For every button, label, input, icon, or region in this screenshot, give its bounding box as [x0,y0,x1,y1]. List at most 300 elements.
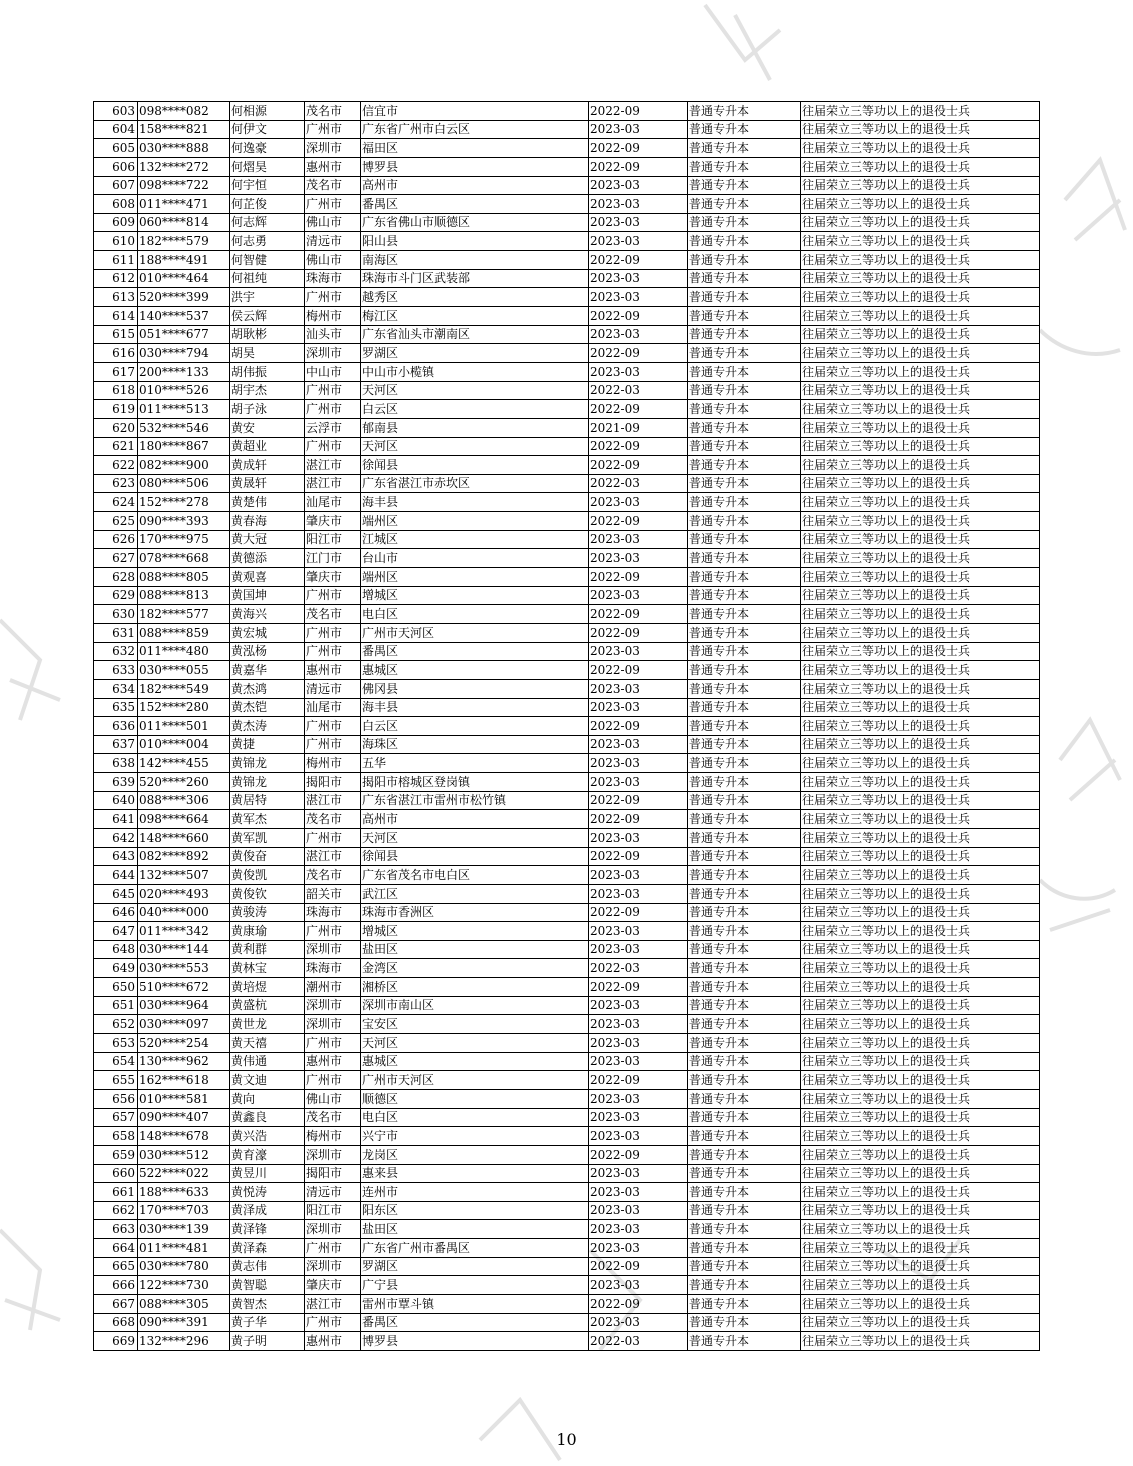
category-cell: 往届荣立三等功以上的退役士兵 [801,139,1040,158]
district-cell: 深圳市南山区 [361,996,589,1015]
name-cell: 何宇恒 [230,176,305,195]
id-cell: 010****464 [138,269,230,288]
type-cell: 普通专升本 [688,773,801,792]
type-cell: 普通专升本 [688,568,801,587]
district-cell: 惠城区 [361,1052,589,1071]
seq-cell: 619 [94,400,138,419]
category-cell: 往届荣立三等功以上的退役士兵 [801,679,1040,698]
seq-cell: 622 [94,456,138,475]
city-cell: 深圳市 [305,1015,361,1034]
district-cell: 增城区 [361,586,589,605]
name-cell: 黄春海 [230,512,305,531]
id-cell: 011****501 [138,717,230,736]
category-cell: 往届荣立三等功以上的退役士兵 [801,717,1040,736]
table-row [94,530,1040,549]
name-cell: 黄大冠 [230,530,305,549]
type-cell: 普通专升本 [688,512,801,531]
district-cell: 博罗县 [361,1332,589,1351]
id-cell: 011****513 [138,400,230,419]
id-cell: 090****393 [138,512,230,531]
district-cell: 阳东区 [361,1201,589,1220]
city-cell: 广州市 [305,400,361,419]
id-cell: 040****000 [138,903,230,922]
table-row [94,1145,1040,1164]
name-cell: 何相源 [230,102,305,121]
name-cell: 黄泽成 [230,1201,305,1220]
seq-cell: 668 [94,1313,138,1332]
category-cell: 往届荣立三等功以上的退役士兵 [801,362,1040,381]
category-cell: 往届荣立三等功以上的退役士兵 [801,176,1040,195]
id-cell: 148****660 [138,828,230,847]
table-row [94,586,1040,605]
city-cell: 广州市 [305,195,361,214]
seq-cell: 642 [94,828,138,847]
table-row [94,623,1040,642]
type-cell: 普通专升本 [688,1089,801,1108]
type-cell: 普通专升本 [688,1239,801,1258]
seq-cell: 626 [94,530,138,549]
table-row [94,1071,1040,1090]
name-cell: 洪宇 [230,288,305,307]
seq-cell: 664 [94,1239,138,1258]
id-cell: 132****296 [138,1332,230,1351]
seq-cell: 624 [94,493,138,512]
name-cell: 黄骏涛 [230,903,305,922]
type-cell: 普通专升本 [688,1034,801,1053]
name-cell: 何逸豪 [230,139,305,158]
type-cell: 普通专升本 [688,940,801,959]
table-row [94,493,1040,512]
date-cell: 2023-03 [589,530,688,549]
category-cell: 往届荣立三等功以上的退役士兵 [801,1164,1040,1183]
district-cell: 广东省湛江市雷州市松竹镇 [361,791,589,810]
id-cell: 158****821 [138,120,230,139]
category-cell: 往届荣立三等功以上的退役士兵 [801,474,1040,493]
date-cell: 2023-03 [589,1108,688,1127]
table-row [94,120,1040,139]
id-cell: 182****579 [138,232,230,251]
seq-cell: 627 [94,549,138,568]
type-cell: 普通专升本 [688,362,801,381]
district-cell: 盐田区 [361,1220,589,1239]
seq-cell: 609 [94,213,138,232]
seq-cell: 620 [94,418,138,437]
district-cell: 广州市天河区 [361,623,589,642]
category-cell: 往届荣立三等功以上的退役士兵 [801,344,1040,363]
city-cell: 惠州市 [305,1332,361,1351]
district-cell: 珠海市香洲区 [361,903,589,922]
city-cell: 韶关市 [305,884,361,903]
id-cell: 182****549 [138,679,230,698]
id-cell: 080****506 [138,474,230,493]
date-cell: 2022-03 [589,959,688,978]
seq-cell: 618 [94,381,138,400]
city-cell: 广州市 [305,437,361,456]
id-cell: 188****633 [138,1183,230,1202]
type-cell: 普通专升本 [688,157,801,176]
name-cell: 黄世龙 [230,1015,305,1034]
category-cell: 往届荣立三等功以上的退役士兵 [801,1257,1040,1276]
date-cell: 2023-03 [589,1239,688,1258]
date-cell: 2022-09 [589,139,688,158]
type-cell: 普通专升本 [688,735,801,754]
id-cell: 170****975 [138,530,230,549]
category-cell: 往届荣立三等功以上的退役士兵 [801,586,1040,605]
seq-cell: 657 [94,1108,138,1127]
city-cell: 云浮市 [305,418,361,437]
table-row [94,344,1040,363]
seq-cell: 653 [94,1034,138,1053]
date-cell: 2023-03 [589,940,688,959]
city-cell: 茂名市 [305,176,361,195]
district-cell: 台山市 [361,549,589,568]
type-cell: 普通专升本 [688,418,801,437]
table-row [94,828,1040,847]
name-cell: 黄子明 [230,1332,305,1351]
category-cell: 往届荣立三等功以上的退役士兵 [801,1108,1040,1127]
table-row [94,884,1040,903]
city-cell: 广州市 [305,120,361,139]
seq-cell: 608 [94,195,138,214]
name-cell: 黄天禧 [230,1034,305,1053]
date-cell: 2023-03 [589,735,688,754]
city-cell: 广州市 [305,1071,361,1090]
name-cell: 黄林宝 [230,959,305,978]
district-cell: 阳山县 [361,232,589,251]
date-cell: 2022-09 [589,456,688,475]
city-cell: 广州市 [305,828,361,847]
date-cell: 2022-09 [589,1295,688,1314]
district-cell: 番禺区 [361,642,589,661]
city-cell: 广州市 [305,381,361,400]
id-cell: 010****004 [138,735,230,754]
type-cell: 普通专升本 [688,754,801,773]
city-cell: 湛江市 [305,1295,361,1314]
name-cell: 黄兴浩 [230,1127,305,1146]
type-cell: 普通专升本 [688,381,801,400]
district-cell: 惠城区 [361,661,589,680]
date-cell: 2023-03 [589,1127,688,1146]
type-cell: 普通专升本 [688,344,801,363]
name-cell: 何熠昊 [230,157,305,176]
seq-cell: 607 [94,176,138,195]
date-cell: 2023-03 [589,1313,688,1332]
category-cell: 往届荣立三等功以上的退役士兵 [801,828,1040,847]
date-cell: 2022-09 [589,903,688,922]
city-cell: 惠州市 [305,157,361,176]
seq-cell: 632 [94,642,138,661]
type-cell: 普通专升本 [688,139,801,158]
table-row [94,978,1040,997]
category-cell: 往届荣立三等功以上的退役士兵 [801,325,1040,344]
table-row [94,1332,1040,1351]
district-cell: 增城区 [361,922,589,941]
city-cell: 茂名市 [305,605,361,624]
seq-cell: 658 [94,1127,138,1146]
type-cell: 普通专升本 [688,493,801,512]
type-cell: 普通专升本 [688,176,801,195]
city-cell: 深圳市 [305,996,361,1015]
category-cell: 往届荣立三等功以上的退役士兵 [801,381,1040,400]
type-cell: 普通专升本 [688,1332,801,1351]
category-cell: 往届荣立三等功以上的退役士兵 [801,102,1040,121]
city-cell: 湛江市 [305,847,361,866]
category-cell: 往届荣立三等功以上的退役士兵 [801,456,1040,475]
city-cell: 广州市 [305,1313,361,1332]
city-cell: 广州市 [305,922,361,941]
city-cell: 茂名市 [305,102,361,121]
city-cell: 清远市 [305,232,361,251]
district-cell: 顺德区 [361,1089,589,1108]
date-cell: 2023-03 [589,232,688,251]
name-cell: 黄伟通 [230,1052,305,1071]
type-cell: 普通专升本 [688,791,801,810]
city-cell: 茂名市 [305,810,361,829]
name-cell: 黄居特 [230,791,305,810]
name-cell: 黄泽森 [230,1239,305,1258]
city-cell: 珠海市 [305,903,361,922]
category-cell: 往届荣立三等功以上的退役士兵 [801,773,1040,792]
table-row [94,362,1040,381]
date-cell: 2023-03 [589,269,688,288]
city-cell: 广州市 [305,1034,361,1053]
date-cell: 2023-03 [589,120,688,139]
city-cell: 广州市 [305,717,361,736]
district-cell: 广东省广州市白云区 [361,120,589,139]
name-cell: 黄利群 [230,940,305,959]
district-cell: 端州区 [361,512,589,531]
table-row [94,1276,1040,1295]
date-cell: 2023-03 [589,754,688,773]
name-cell: 黄成轩 [230,456,305,475]
date-cell: 2022-09 [589,605,688,624]
date-cell: 2023-03 [589,679,688,698]
category-cell: 往届荣立三等功以上的退役士兵 [801,307,1040,326]
table-row [94,679,1040,698]
date-cell: 2022-09 [589,157,688,176]
city-cell: 广州市 [305,623,361,642]
city-cell: 深圳市 [305,344,361,363]
category-cell: 往届荣立三等功以上的退役士兵 [801,232,1040,251]
seq-cell: 613 [94,288,138,307]
seq-cell: 638 [94,754,138,773]
type-cell: 普通专升本 [688,1276,801,1295]
table-row [94,288,1040,307]
id-cell: 532****546 [138,418,230,437]
type-cell: 普通专升本 [688,1127,801,1146]
name-cell: 黄锦龙 [230,754,305,773]
type-cell: 普通专升本 [688,698,801,717]
type-cell: 普通专升本 [688,679,801,698]
table-row [94,307,1040,326]
table-row [94,568,1040,587]
table-row [94,102,1040,121]
table-row [94,456,1040,475]
city-cell: 汕尾市 [305,698,361,717]
type-cell: 普通专升本 [688,1183,801,1202]
id-cell: 152****280 [138,698,230,717]
id-cell: 132****272 [138,157,230,176]
category-cell: 往届荣立三等功以上的退役士兵 [801,1313,1040,1332]
table-row [94,754,1040,773]
district-cell: 信宜市 [361,102,589,121]
table-row [94,847,1040,866]
district-cell: 电白区 [361,1108,589,1127]
id-cell: 011****480 [138,642,230,661]
table-row [94,418,1040,437]
table-row [94,232,1040,251]
district-cell: 海丰县 [361,493,589,512]
type-cell: 普通专升本 [688,866,801,885]
id-cell: 030****964 [138,996,230,1015]
type-cell: 普通专升本 [688,1071,801,1090]
date-cell: 2023-03 [589,549,688,568]
name-cell: 黄海兴 [230,605,305,624]
name-cell: 黄俊钦 [230,884,305,903]
id-cell: 088****859 [138,623,230,642]
district-cell: 南海区 [361,251,589,270]
district-cell: 广东省湛江市赤坎区 [361,474,589,493]
seq-cell: 665 [94,1257,138,1276]
district-cell: 番禺区 [361,195,589,214]
table-row [94,1239,1040,1258]
date-cell: 2022-09 [589,344,688,363]
date-cell: 2023-03 [589,1164,688,1183]
name-cell: 黄杰鸿 [230,679,305,698]
id-cell: 148****678 [138,1127,230,1146]
type-cell: 普通专升本 [688,1164,801,1183]
id-cell: 088****805 [138,568,230,587]
seq-cell: 645 [94,884,138,903]
city-cell: 肇庆市 [305,568,361,587]
date-cell: 2023-03 [589,176,688,195]
category-cell: 往届荣立三等功以上的退役士兵 [801,1127,1040,1146]
id-cell: 051****677 [138,325,230,344]
type-cell: 普通专升本 [688,213,801,232]
district-cell: 宝安区 [361,1015,589,1034]
city-cell: 茂名市 [305,1108,361,1127]
city-cell: 佛山市 [305,213,361,232]
seq-cell: 655 [94,1071,138,1090]
category-cell: 往届荣立三等功以上的退役士兵 [801,1145,1040,1164]
id-cell: 098****082 [138,102,230,121]
category-cell: 往届荣立三等功以上的退役士兵 [801,493,1040,512]
id-cell: 510****672 [138,978,230,997]
city-cell: 佛山市 [305,251,361,270]
seq-cell: 667 [94,1295,138,1314]
seq-cell: 650 [94,978,138,997]
category-cell: 往届荣立三等功以上的退役士兵 [801,437,1040,456]
type-cell: 普通专升本 [688,605,801,624]
city-cell: 深圳市 [305,1257,361,1276]
seq-cell: 634 [94,679,138,698]
roster-table [93,101,1040,1351]
district-cell: 电白区 [361,605,589,624]
seq-cell: 662 [94,1201,138,1220]
city-cell: 广州市 [305,288,361,307]
category-cell: 往届荣立三等功以上的退役士兵 [801,251,1040,270]
id-cell: 011****471 [138,195,230,214]
seq-cell: 644 [94,866,138,885]
table-row [94,922,1040,941]
city-cell: 广州市 [305,735,361,754]
city-cell: 湛江市 [305,791,361,810]
name-cell: 黄杰涛 [230,717,305,736]
type-cell: 普通专升本 [688,978,801,997]
district-cell: 天河区 [361,1034,589,1053]
district-cell: 广州市天河区 [361,1071,589,1090]
date-cell: 2022-09 [589,512,688,531]
seq-cell: 649 [94,959,138,978]
date-cell: 2022-09 [589,717,688,736]
category-cell: 往届荣立三等功以上的退役士兵 [801,120,1040,139]
district-cell: 番禺区 [361,1313,589,1332]
type-cell: 普通专升本 [688,1108,801,1127]
seq-cell: 652 [94,1015,138,1034]
name-cell: 黄嘉华 [230,661,305,680]
date-cell: 2023-03 [589,493,688,512]
category-cell: 往届荣立三等功以上的退役士兵 [801,922,1040,941]
category-cell: 往届荣立三等功以上的退役士兵 [801,884,1040,903]
seq-cell: 606 [94,157,138,176]
category-cell: 往届荣立三等功以上的退役士兵 [801,1239,1040,1258]
category-cell: 往届荣立三等功以上的退役士兵 [801,996,1040,1015]
seq-cell: 635 [94,698,138,717]
district-cell: 广东省广州市番禺区 [361,1239,589,1258]
type-cell: 普通专升本 [688,307,801,326]
date-cell: 2023-03 [589,866,688,885]
city-cell: 汕头市 [305,325,361,344]
id-cell: 011****342 [138,922,230,941]
city-cell: 江门市 [305,549,361,568]
name-cell: 黄杰铠 [230,698,305,717]
date-cell: 2023-03 [589,884,688,903]
category-cell: 往届荣立三等功以上的退役士兵 [801,1034,1040,1053]
district-cell: 兴宁市 [361,1127,589,1146]
name-cell: 黄泽锋 [230,1220,305,1239]
name-cell: 黄德添 [230,549,305,568]
name-cell: 黄盛杭 [230,996,305,1015]
date-cell: 2023-03 [589,1183,688,1202]
name-cell: 何志辉 [230,213,305,232]
date-cell: 2022-09 [589,102,688,121]
category-cell: 往届荣立三等功以上的退役士兵 [801,530,1040,549]
table-row [94,1201,1040,1220]
date-cell: 2023-03 [589,288,688,307]
district-cell: 天河区 [361,381,589,400]
seq-cell: 605 [94,139,138,158]
category-cell: 往届荣立三等功以上的退役士兵 [801,1183,1040,1202]
id-cell: 520****254 [138,1034,230,1053]
table-row [94,400,1040,419]
city-cell: 惠州市 [305,1052,361,1071]
date-cell: 2023-03 [589,1052,688,1071]
id-cell: 090****391 [138,1313,230,1332]
district-cell: 海珠区 [361,735,589,754]
type-cell: 普通专升本 [688,549,801,568]
date-cell: 2022-09 [589,400,688,419]
type-cell: 普通专升本 [688,530,801,549]
name-cell: 黄锦龙 [230,773,305,792]
id-cell: 520****260 [138,773,230,792]
district-cell: 珠海市斗门区武装部 [361,269,589,288]
date-cell: 2022-09 [589,251,688,270]
table-row [94,866,1040,885]
city-cell: 广州市 [305,586,361,605]
type-cell: 普通专升本 [688,120,801,139]
id-cell: 182****577 [138,605,230,624]
id-cell: 010****581 [138,1089,230,1108]
